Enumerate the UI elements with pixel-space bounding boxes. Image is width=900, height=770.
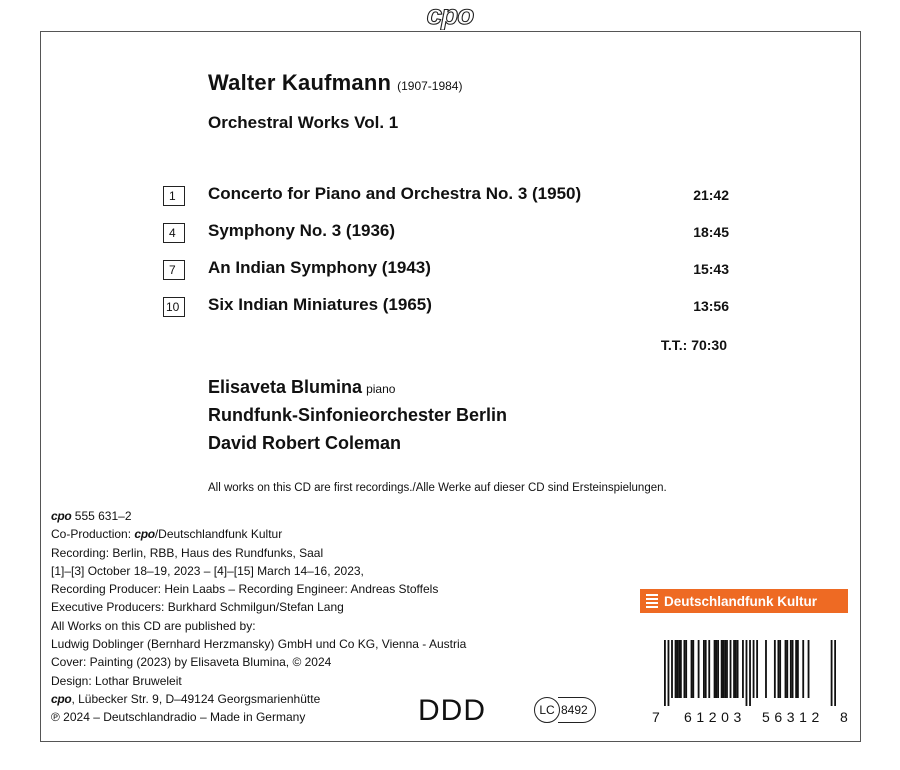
performer-role: piano (366, 382, 396, 396)
barcode-bar (749, 640, 751, 706)
track-title: Concerto for Piano and Orchestra No. 3 (1950) (208, 184, 582, 203)
dlf-stripes-icon (646, 594, 658, 608)
barcode-bar (723, 640, 725, 698)
barcode-bar (684, 640, 686, 698)
deutschlandfunk-kultur-logo (640, 589, 848, 613)
barcode-bar (756, 640, 758, 698)
catalog-number: 555 631–2 (71, 509, 132, 523)
executive-producers: Executive Producers: Burkhard Schmilgun/Stefan Lang (51, 600, 344, 615)
cpo-inline-logo: cpo (134, 527, 155, 542)
barcode-bar (765, 640, 767, 698)
track-row (163, 295, 729, 319)
barcode-bar (733, 640, 735, 698)
track-duration: 18:45 (693, 224, 729, 240)
barcode-bar (691, 640, 693, 698)
barcode-bar (831, 640, 833, 706)
track-duration: 13:56 (693, 298, 729, 314)
label-code (534, 697, 596, 723)
barcode-bar (808, 640, 810, 698)
track-row (163, 221, 729, 245)
performer-soloist (208, 377, 395, 398)
barcode-bar (675, 640, 677, 698)
barcode-bar (786, 640, 788, 698)
composer-years: (1907-1984) (397, 79, 463, 93)
barcode-bar (708, 640, 710, 698)
dlf-logo-text: Deutschlandfunk Kultur (664, 593, 818, 609)
coproduction-partner: /Deutschlandfunk Kultur (154, 527, 283, 542)
producer-engineer: Recording Producer: Hein Laabs – Recording Engineer: Andreas Stoffels (51, 582, 439, 597)
barcode-right-group: 56312 (762, 709, 824, 725)
barcode-bar (785, 640, 787, 698)
publisher-intro: All Works on this CD are published by: (51, 618, 256, 633)
cover-credit: Cover: Painting (2023) by Elisaveta Blumina, © 2024 (51, 655, 332, 670)
barcode-bar (724, 640, 726, 698)
performer-orchestra (208, 405, 507, 426)
performer-name: David Robert Coleman (208, 433, 402, 453)
barcode-bar (742, 640, 744, 698)
performer-name: Rundfunk-Sinfonieorchester Berlin (208, 405, 508, 425)
barcode-bar (664, 640, 666, 706)
barcode-bar (746, 640, 748, 706)
barcode-bar (774, 640, 776, 698)
track-number: 10 (163, 297, 185, 317)
barcode-bar (735, 640, 737, 698)
cpo-logo-text: cpo (426, 2, 474, 30)
composer-name: Walter Kaufmann (208, 70, 392, 95)
barcode-bar (715, 640, 717, 698)
barcode-bar (703, 640, 705, 698)
track-title: An Indian Symphony (1943) (208, 258, 431, 277)
barcode-bar (730, 640, 732, 698)
cpo-logo-mark (410, 2, 490, 30)
track-title: Six Indian Miniatures (1965) (208, 295, 432, 314)
barcode-bar (726, 640, 728, 698)
track-number: 4 (163, 223, 185, 243)
track-duration: 15:43 (693, 261, 729, 277)
coproduction-line (51, 525, 466, 543)
catalog-line (51, 507, 466, 525)
ddd-mark: DDD (418, 694, 486, 727)
publisher: Ludwig Doblinger (Bernhard Herzmansky) GmbH und Co KG, Vienna - Austria (51, 637, 467, 652)
recording-place: Recording: Berlin, RBB, Haus des Rundfunks, Saal (51, 545, 324, 560)
credits-block (51, 507, 466, 727)
barcode-bar (676, 640, 678, 698)
barcode-bar (790, 640, 792, 698)
barcode-bar (721, 640, 723, 698)
barcode-check-digit: 8 (840, 709, 848, 725)
barcode-bar (692, 640, 694, 698)
track-number: 7 (163, 260, 185, 280)
barcode-bar (777, 640, 779, 698)
barcode (664, 640, 836, 706)
track-title: Symphony No. 3 (1936) (208, 221, 396, 240)
total-time: T.T.: 70:30 (660, 337, 727, 353)
track-row (163, 258, 729, 282)
barcode-bar (678, 640, 680, 698)
barcode-bar (671, 640, 673, 698)
label-code-prefix: LC (534, 697, 560, 723)
barcode-left-group: 61203 (684, 709, 746, 725)
barcode-bar (792, 640, 794, 698)
track-number: 1 (163, 186, 185, 206)
barcode-bar (753, 640, 755, 698)
copyright-line: ℗ 2024 – Deutschlandradio – Made in Germany (51, 710, 306, 725)
barcode-bar (668, 640, 670, 706)
address-line (51, 690, 466, 708)
performer-conductor (208, 433, 401, 454)
barcode-bar (737, 640, 739, 698)
barcode-bar (698, 640, 700, 698)
design-credit: Design: Lothar Bruweleit (51, 673, 182, 688)
barcode-bar (795, 640, 797, 698)
barcode-bar (705, 640, 707, 698)
recording-dates: [1]–[3] October 18–19, 2023 – [4]–[15] March 14–16, 2023, (51, 563, 364, 578)
barcode-bar (685, 640, 687, 698)
label-code-number: 8492 (558, 697, 596, 723)
coproduction-label: Co-Production: (51, 527, 135, 542)
track-row (163, 184, 729, 208)
cpo-inline-logo: cpo (51, 691, 72, 706)
barcode-first-digit: 7 (652, 709, 660, 725)
barcode-bar (779, 640, 781, 698)
barcode-bar (680, 640, 682, 698)
first-recordings-note: All works on this CD are first recordings./Alle Werke auf dieser CD sind Ersteinspielungen. (208, 482, 667, 494)
performer-name: Elisaveta Blumina (208, 377, 363, 397)
barcode-bar (714, 640, 716, 698)
composer-heading (208, 70, 462, 96)
cpo-inline-logo: cpo (51, 509, 72, 523)
track-duration: 21:42 (693, 187, 729, 203)
barcode-bar (717, 640, 719, 698)
album-subtitle: Orchestral Works Vol. 1 (208, 113, 399, 132)
barcode-bar (802, 640, 804, 698)
barcode-bar (834, 640, 836, 706)
barcode-bar (797, 640, 799, 698)
address: , Lübecker Str. 9, D–49124 Georgsmarienhütte (71, 691, 321, 706)
